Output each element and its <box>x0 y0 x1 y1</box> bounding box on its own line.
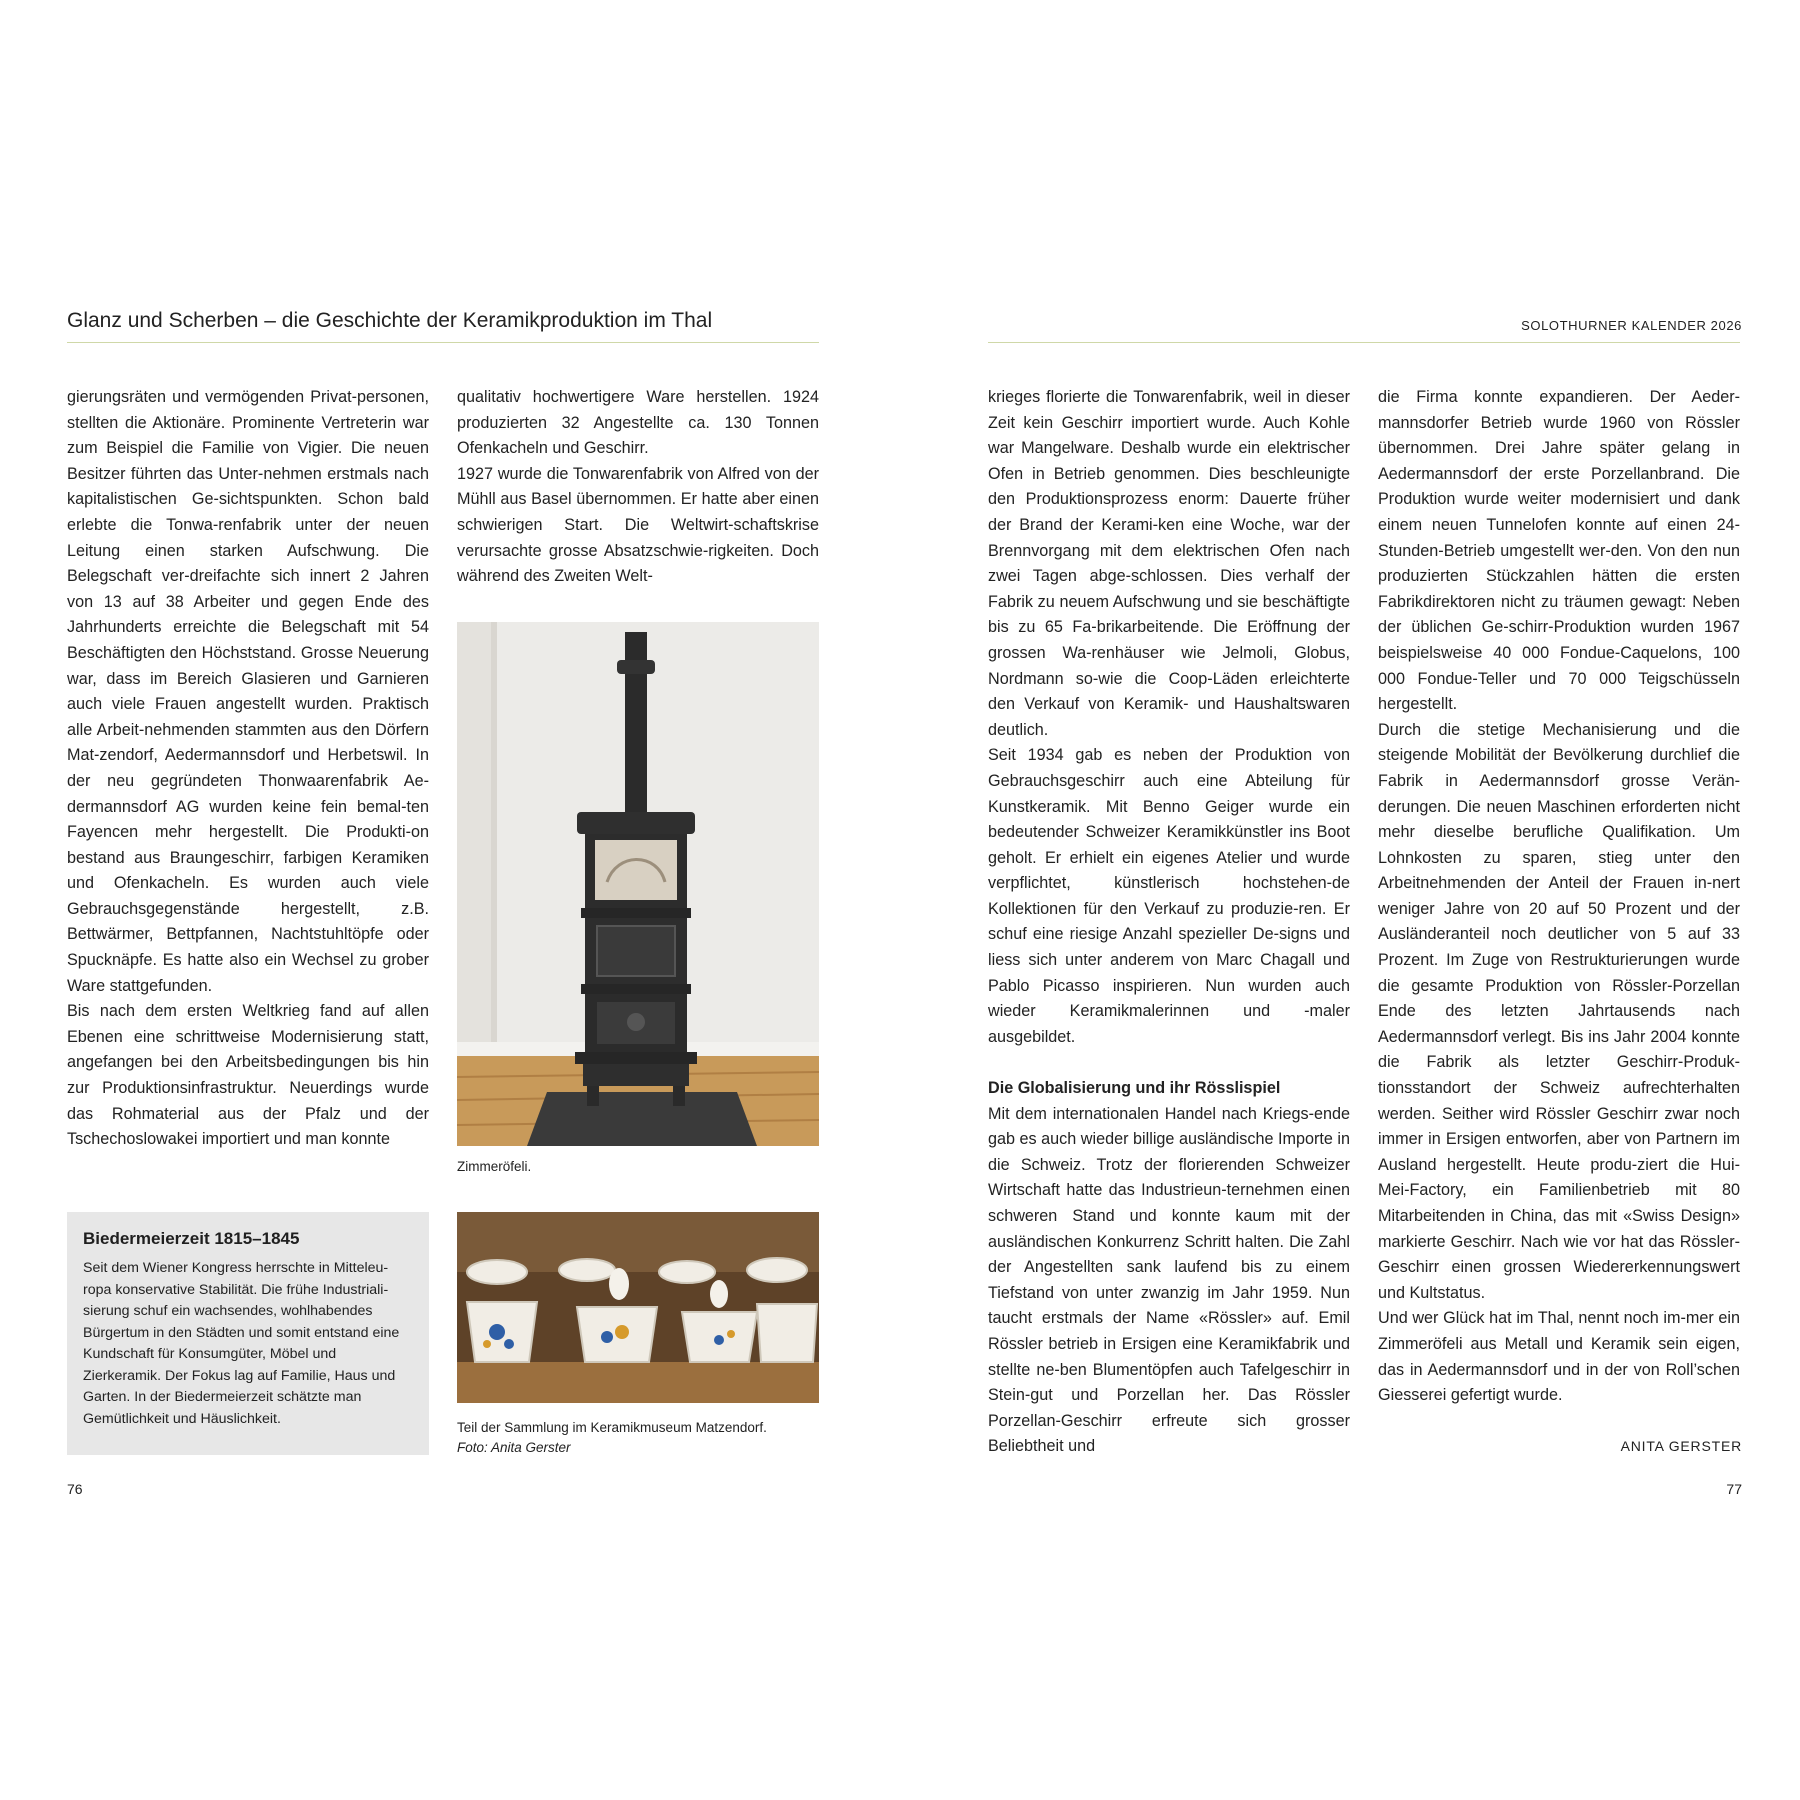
caption-text: Teil der Sammlung im Keramikmuseum Matzendorf. <box>457 1420 767 1435</box>
right-page <box>900 0 1800 1800</box>
text-column-4 <box>1378 385 1740 1409</box>
stove-photo <box>457 622 819 1146</box>
paragraph: die Firma konnte expandieren. Der Aeder-mannsdorfer Betrieb wurde 1960 von Rössler übernommen. Drei Jahre später gelang in Aedermannsdorf der erste Porzellanbrand. Die Produktion wurde weiter modernisiert und dank einem neuen Tunnelofen konnte auf einen 24-Stunden-Betrieb umgestellt wer-den. Von den nun produzierten Stückzahlen hätten die ersten Fabrikdirektoren nicht zu träumen gewagt: Neben der üblichen Ge-schirr-Produktion wurden 1967 beispielsweise 40 000 Fondue-Caquelons, 100 000 Fondue-Teller und 70 000 Teigschüsseln hergestellt. <box>1378 388 1740 714</box>
page-number-left: 76 <box>67 1481 83 1497</box>
cups-photo <box>457 1212 819 1403</box>
sidebar-title: Biedermeierzeit 1815–1845 <box>83 1229 300 1248</box>
paragraph: Bis nach dem ersten Weltkrieg fand auf allen Ebenen eine schrittweise Modernisierung statt, angefangen bei den Arbeitsbedingungen bis hin zur Produktionsinfrastruktur. Neuerdings wurde das Rohmaterial aus der Pfalz und der Tschechoslowakei importiert und man konnte <box>67 1002 429 1149</box>
cups-caption <box>457 1418 767 1458</box>
author-byline: ANITA GERSTER <box>1620 1438 1742 1454</box>
photo-credit: Foto: Anita Gerster <box>457 1440 571 1455</box>
paragraph: 1927 wurde die Tonwarenfabrik von Alfred von der Mühll aus Basel übernommen. Er hatte aber einen schwierigen Start. Die Weltwirt-schaftskrise verursachte grosse Absatzschwie-rigkeiten. Doch während des Zweiten Welt- <box>457 464 819 586</box>
sidebar-box <box>67 1212 429 1455</box>
running-title: Glanz und Scherben – die Geschichte der Keramikproduktion im Thal <box>67 309 713 332</box>
paragraph: Durch die stetige Mechanisierung und die steigende Mobilität der Bevölkerung durchlief die Fabrik in Aedermannsdorf grosse Verän-derungen. Die neuen Maschinen erforderten nicht mehr dieselbe berufliche Qualifikation. Um Lohnkosten zu sparen, stieg unter den Arbeitnehmenden der Anteil der Frauen in-nert weniger Jahre von 20 auf 50 Prozent und der Ausländeranteil noch deutlicher von 5 auf 33 Prozent. Im Zuge von Restrukturierungen wurde die gesamte Produktion von Rössler-Porzellan Ende des letzten Jahrtausends nach Aedermannsdorf verlegt. Bis ins Jahr 2004 konnte die Fabrik als letzter Geschirr-Produk-tionsstandort der Schweiz aufrechterhalten werden. Seither wird Rössler Geschirr zwar noch immer in Ersigen entworfen, aber von Partnern im Ausland hergestellt. Heute produ-ziert die Hui-Mei-Factory, ein Familienbetrieb mit 80 Mitarbeitenden in China, das mit «Swiss Design» markierte Geschirr. Nach wie vor hat das Rössler-Geschirr einen grossen Wiedererkennungswert und Kultstatus. <box>1378 720 1740 1302</box>
cups-illustration <box>457 1212 819 1403</box>
paragraph: Seit 1934 gab es neben der Produktion von Gebrauchsgeschirr auch eine Abteilung für Kunstkeramik. Mit Benno Geiger wurde ein bedeutender Schweizer Keramikkünstler ins Boot geholt. Er erhielt ein eigenes Atelier und wurde verpflichtet, künstlerisch hochstehen-de Kollektionen für den Verkauf zu produzie-ren. Er schuf eine riesige Anzahl spezieller De-signs und liess sich unter anderem von Marc Chagall und Pablo Picasso inspirieren. Nun wurden auch wieder Keramikmalerinnen und -maler ausgebildet. <box>988 746 1350 1046</box>
text-column-3 <box>988 385 1350 1460</box>
sidebar-text: Seit dem Wiener Kongress herrschte in Mitteleu-ropa konservative Stabilität. Die frühe Industriali-sierung schuf ein wachsendes, wohlhabendes Bürgertum in den Städten und somit entstand eine Kundschaft für Konsumgüter, Möbel und Zierkeramik. Der Fokus lag auf Familie, Haus und Garten. In der Biedermeierzeit schätzte man Gemütlichkeit und Häuslichkeit. <box>83 1260 400 1427</box>
paragraph: Und wer Glück hat im Thal, nennt noch im-mer ein Zimmeröfeli aus Metall und Keramik sein eigen, das in Aedermannsdorf und in der von Roll’schen Giesserei gefertigt wurde. <box>1378 1309 1740 1405</box>
paragraph: gierungsräten und vermögenden Privat-personen, stellten die Aktionäre. Prominente Vertreterin war zum Beispiel die Familie von Vigier. Die neuen Besitzer führten das Unter-nehmen erstmals nach kapitalistischen Ge-sichtspunkten. Schon bald erlebte die Tonwa-renfabrik unter der neuen Leitung einen starken Aufschwung. Die Belegschaft ver-dreifachte sich innert 2 Jahren von 13 auf 38 Arbeiter und gegen Ende des Jahrhunderts erreichte die Belegschaft mit 54 Beschäftigten den Höchststand. Grosse Neuerung war, dass im Bereich Glasieren und Garnieren auch viele Frauen angestellt wurden. Praktisch alle Arbeit-nehmenden stammten aus den Dörfern Mat-zendorf, Aedermannsdorf und Herbetswil. In der neu gegründeten Thonwaarenfabrik Ae-dermannsdorf AG wurden keine fein bemal-ten Fayencen mehr hergestellt. Die Produkti-on bestand aus Braungeschirr, farbigen Keramiken und Ofenkacheln. Es wurden auch viele Gebrauchsgegenstände hergestellt, z.B. Bettwärmer, Bettpfannen, Nachtstuhltöpfe oder Spucknäpfe. Es hatte also ein Wechsel zu grober Ware stattgefunden. <box>67 388 429 995</box>
header-rule <box>988 342 1740 343</box>
header-rule <box>67 342 819 343</box>
running-label: SOLOTHURNER KALENDER 2026 <box>1521 318 1742 333</box>
stove-illustration <box>457 622 819 1146</box>
paragraph: krieges florierte die Tonwarenfabrik, weil in dieser Zeit kein Geschirr importiert wurde. Auch Kohle war Mangelware. Deshalb wurde ein elektrischer Ofen in Betrieb genommen. Dies beschleunigte den Produktionsprozess enorm: Dauerte früher der Brand der Kerami-ken eine Woche, war der Brennvorgang mit dem elektrischen Ofen nach zwei Tagen abge-schlossen. Dies verhalf der Fabrik zu neuem Aufschwung und sie beschäftigte bis zu 65 Fa-brikarbeitende. Die Eröffnung der grossen Wa-renhäuser wie Jelmoli, Globus, Nordmann so-wie die Coop-Läden erleichterte den Verkauf von Keramik- und Haushaltswaren deutlich. <box>988 388 1350 739</box>
text-column-1 <box>67 385 429 1153</box>
stove-caption: Zimmeröfeli. <box>457 1159 532 1174</box>
paragraph: Mit dem internationalen Handel nach Kriegs-ende gab es auch wieder billige ausländische Importe in die Schweiz. Trotz der florierenden Schweizer Wirtschaft hatte das Industrieun-ternehmen einen schweren Stand und konnte kaum mit der ausländischen Konkurrenz Schritt halten. Die Zahl der Angestellten sank laufend bis zu einem Tiefstand von unter zwanzig im Jahr 1959. Nun taucht erstmals der Name «Rössler» auf. Emil Rössler betrieb in Ersigen eine Keramikfabrik und stellte ne-ben Blumentöpfen auch Tafelgeschirr in Stein-gut und Porzellan her. Das Rössler Porzellan-Geschirr erfreute sich grosser Beliebtheit und <box>988 1104 1350 1456</box>
paragraph: qualitativ hochwertigere Ware herstellen. 1924 produzierten 32 Angestellte ca. 130 Tonnen Ofenkacheln und Geschirr. <box>457 388 819 458</box>
text-column-2 <box>457 385 819 590</box>
page-number-right: 77 <box>1726 1481 1742 1497</box>
subheading: Die Globalisierung und ihr Rösslispiel <box>988 1079 1281 1098</box>
